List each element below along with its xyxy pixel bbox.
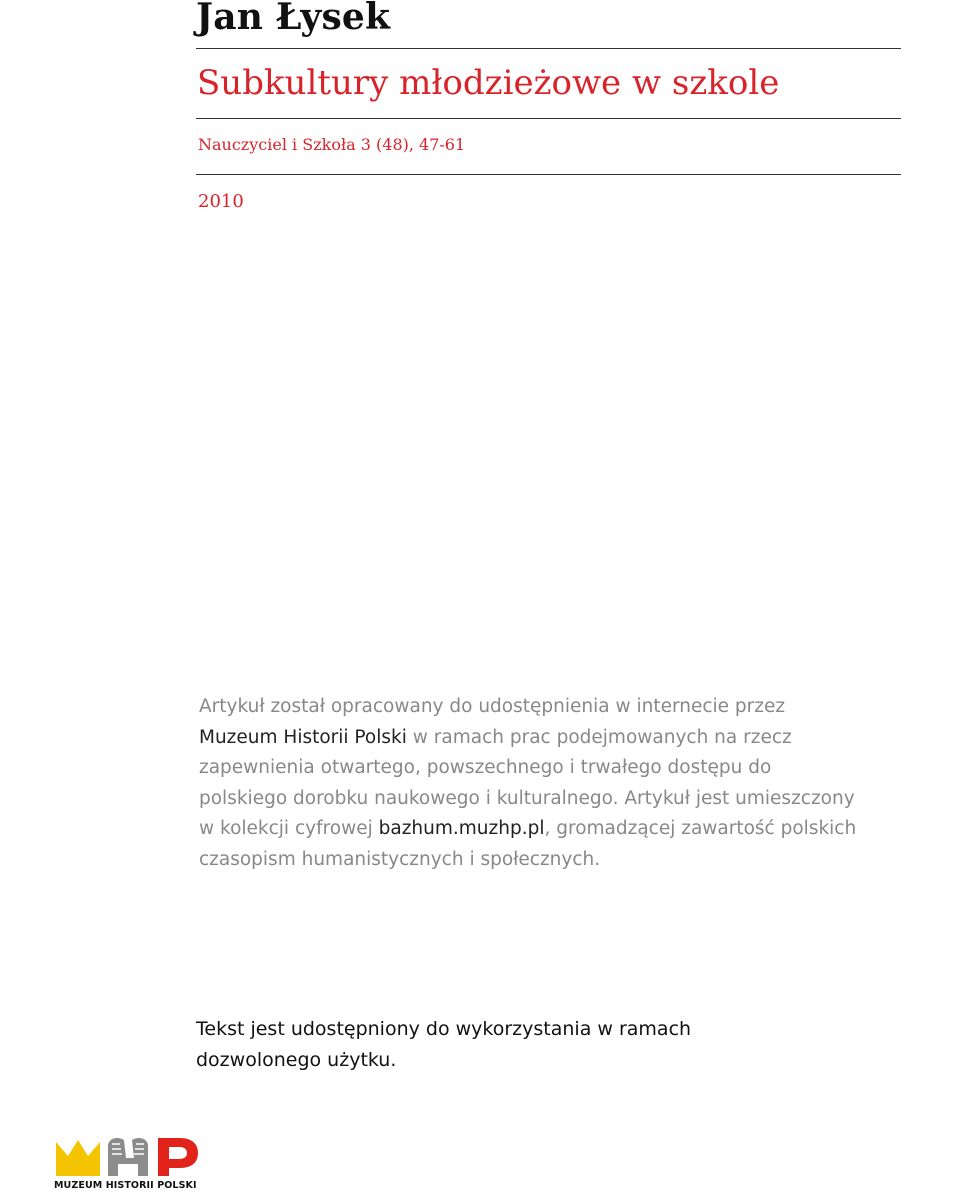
eagle-h-icon (108, 1138, 148, 1176)
info-line-5-post: , gromadzącej zawartość polskich (544, 818, 857, 839)
museum-logo (54, 1132, 204, 1194)
info-line-1: Artykuł został opracowany do udostępnienia w internecie przez (199, 696, 786, 717)
info-line-5 (199, 814, 879, 845)
notice-line-2: dozwolonego użytku. (196, 1049, 397, 1071)
author-name: Jan Łysek (196, 0, 391, 38)
institution-name: Muzeum Historii Polski (199, 726, 407, 748)
info-line-6: czasopism humanistycznych i społecznych. (199, 848, 601, 870)
availability-info (199, 692, 879, 875)
title-divider (196, 118, 901, 119)
source-divider (196, 174, 901, 175)
info-line-3: zapewnienia otwartego, powszechnego i trwałego dostępu do (199, 757, 772, 778)
logo-caption: MUZEUM HISTORII POLSKI (54, 1180, 197, 1191)
header-divider (196, 48, 901, 49)
info-line-4: polskiego dorobku naukowego i kulturalnego. Artykuł jest umieszczony (199, 787, 855, 809)
p-letter-icon (158, 1138, 198, 1176)
collection-link[interactable]: bazhum.muzhp.pl (378, 818, 545, 839)
logo-mark (54, 1132, 204, 1180)
journal-source: Nauczyciel i Szkoła 3 (48), 47-61 (198, 135, 466, 154)
crown-m-icon (56, 1140, 100, 1176)
info-line-2 (199, 723, 879, 754)
article-title: Subkultury młodzieżowe w szkole (197, 63, 780, 103)
notice-line-1: Tekst jest udostępniony do wykorzystania w ramach (196, 1018, 692, 1040)
license-notice (196, 1014, 691, 1076)
info-line-2-rest: w ramach prac podejmowanych na rzecz (406, 726, 792, 748)
publication-year: 2010 (198, 191, 244, 212)
info-line-5-pre: w kolekcji cyfrowej (199, 818, 379, 839)
